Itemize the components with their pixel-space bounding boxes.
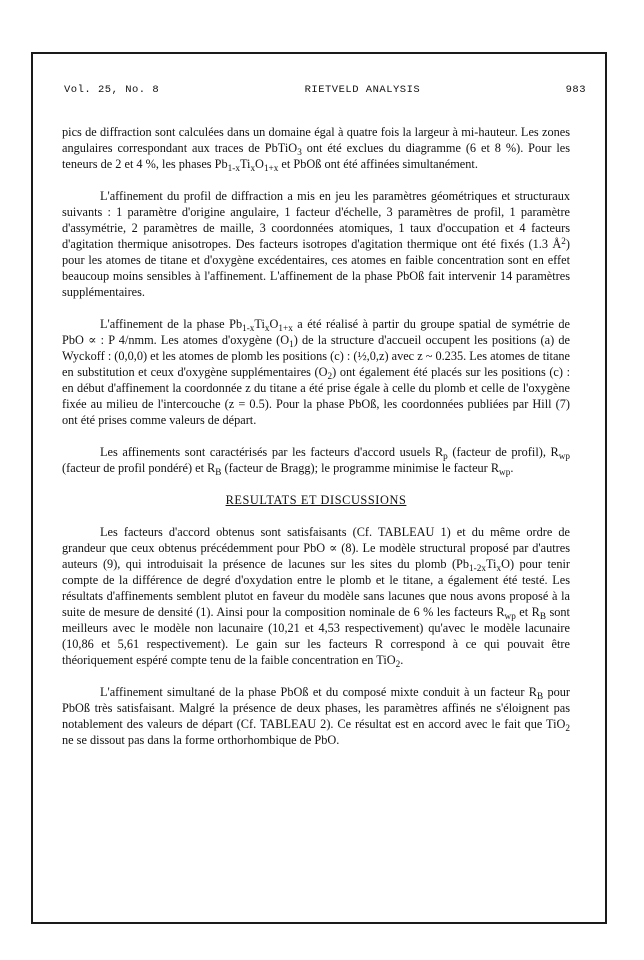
running-header [64, 84, 586, 96]
section-heading: RESULTATS ET DISCUSSIONS [225, 493, 407, 507]
paragraph-5: Les facteurs d'accord obtenus sont satisfaisants (Cf. TABLEAU 1) et du même ordre de grandeur que ceux obtenus précédemment pour PbO ∝ (8). Le modèle structural proposé par d'autres auteurs (9), qui introduisait la présence de lacunes sur les sites du plomb $(Pb_{1-2x}Ti_xO)$ pour tenir compte de la différence de degré d'oxydation entre le plomb et le titane, a également été testé. Les résultats d'affinements semblent plutot en faveur du modèle sans lacunes que nous avons proposé à la suite de mesure de densité (1). Ainsi pour la composition nominale de 6 % les facteurs $R_{wp}$ et $R_B$ sont meilleurs avec le modèle non lacunaire (10,21 et 4,53 respectivement) qu'avec le modèle lacunaire (10,86 et 5,61 respectivement). Le gain sur les facteurs R correspond à ce qui pouvait être théoriquement espéré compte tenu de la faible concentration en TiO$_2$. [62, 525, 570, 670]
paragraph-1: pics de diffraction sont calculées dans un domaine égal à quatre fois la largeur à mi-hauteur. Les zones angulaires correspondant aux traces de PbTiO$_3$ ont été exclues du diagramme (6 et 8 %). Pour les teneurs de 2 et 4 %, les phases $Pb_{1-x}Ti_xO_{1+x}$ et PbOß ont été affinées simultanément. [62, 125, 570, 174]
paragraph-3: L'affinement de la phase $Pb_{1-x}Ti_xO_{1+x}$ a été réalisé à partir du groupe spatial de symétrie de PbO ∝ : P 4/nmm. Les atomes d'oxygène $(O_1)$ de la structure d'accueil occupent les positions (a) de Wyckoff : (0,0,0) et les atomes de plomb les positions (c) : (½,0,z) avec z ~ 0.235. Les atomes de titane en substitution et ceux d'oxygène supplémentaires $(O_2)$ ont également été placés sur les positions (c) : en début d'affinement la coordonnée z du titane a été prise égale à celle du plomb et celle de l'oxygène fixée au milieu de l'intercouche (z = 0.5). Pour la phase PbOß, les coordonnées publiées par Hill (7) ont été prises comme valeurs de départ. [62, 317, 571, 427]
journal-volume: Vol. 25, No. 8 [64, 84, 160, 96]
running-title: RIETVELD ANALYSIS [304, 84, 421, 96]
paragraph-6: L'affinement simultané de la phase PbOß et du composé mixte conduit à un facteur $R_B$ pour PbOß très satisfaisant. Malgré la présence de deux phases, les paramètres affinés ne s'éloignent pas notablement des valeurs de départ (Cf. TABLEAU 2). Ce résultat est en accord avec le fait que TiO$_2$ ne se dissout pas dans la forme orthorhombique de PbO. [62, 685, 571, 747]
article-body [62, 124, 570, 764]
page-number: 983 [565, 84, 586, 96]
paragraph-2: L'affinement du profil de diffraction a mis en jeu les paramètres géométriques et structuraux suivants : 1 paramètre d'origine angulaire, 1 facteur d'échelle, 3 paramètres de profil, 1 paramètre d'assymétrie, 2 paramètres de maille, 3 coordonnées atomiques, 1 taux d'occupation et 4 facteurs d'agitation thermique anisotropes. Des facteurs isotropes d'agitation thermique ont été fixés (1.3 $Å^2$) pour les atomes de titane et d'oxygène excédentaires, ces atomes en faible concentration sont en effet beaucoup moins sensibles à l'affinement. L'affinement de la phase PbOß fait intervenir 14 paramètres supplémentaires. [62, 189, 570, 299]
paragraph-4: Les affinements sont caractérisés par les facteurs d'accord usuels $R_p$ (facteur de profil), $R_{wp}$ (facteur de profil pondéré) et $R_B$ (facteur de Bragg); le programme minimise le facteur $R_{wp}$. [62, 445, 570, 478]
